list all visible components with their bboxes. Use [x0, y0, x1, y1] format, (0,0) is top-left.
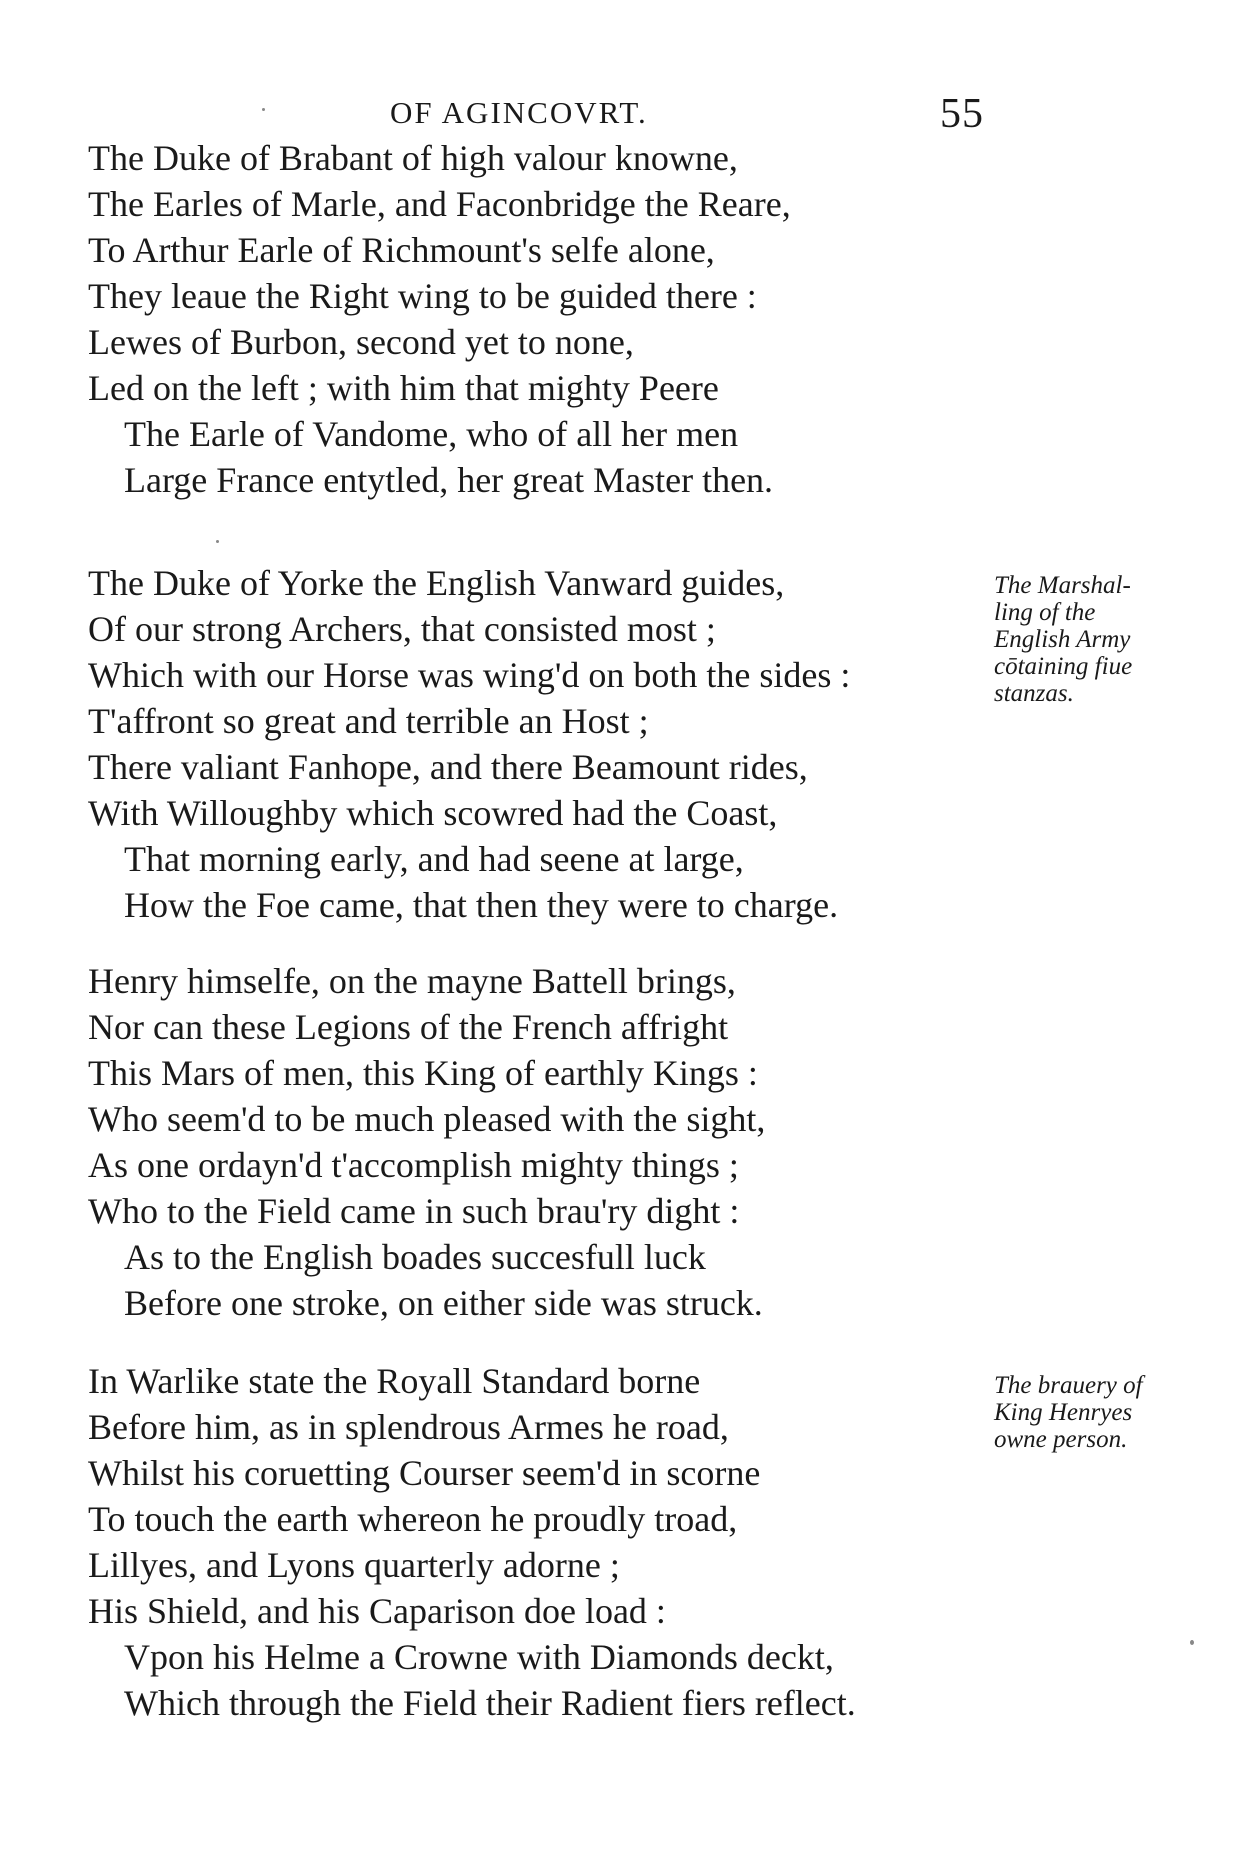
- verse-line-couplet: Which through the Field their Radient fiers reflect.: [124, 1683, 856, 1723]
- verse-line-couplet: As to the English boades succesfull luck: [124, 1237, 706, 1277]
- stanza-1: [88, 135, 988, 503]
- verse-line-couplet: The Earle of Vandome, who of all her men: [124, 414, 739, 454]
- verse-line: Who to the Field came in such brau'ry dight :: [88, 1191, 740, 1231]
- stanza-2: [88, 560, 988, 928]
- verse-line-couplet: That morning early, and had seene at large,: [124, 839, 744, 879]
- margin-note-line: King Henryes: [994, 1399, 1133, 1426]
- verse-line: As one ordayn'd t'accomplish mighty things ;: [88, 1145, 739, 1185]
- verse-line: To Arthur Earle of Richmount's selfe alone,: [88, 230, 715, 270]
- margin-note-line: stanzas.: [994, 680, 1074, 707]
- paper-speck: [262, 108, 265, 111]
- stanza-3: [88, 958, 988, 1326]
- verse-line: Whilst his coruetting Courser seem'd in scorne: [88, 1453, 761, 1493]
- stanza-4: [88, 1358, 988, 1726]
- verse-line: With Willoughby which scowred had the Coast,: [88, 793, 778, 833]
- verse-line: His Shield, and his Caparison doe load :: [88, 1591, 666, 1631]
- verse-line: The Earles of Marle, and Faconbridge the Reare,: [88, 184, 791, 224]
- verse-line-couplet: How the Foe came, that then they were to charge.: [124, 885, 839, 925]
- margin-note-line: English Army: [994, 626, 1131, 653]
- verse-line-couplet: Before one stroke, on either side was struck.: [124, 1283, 763, 1323]
- verse-line: Nor can these Legions of the French affright: [88, 1007, 729, 1047]
- margin-note-marshalling: [994, 572, 1209, 707]
- margin-note-line: The brauery of: [994, 1372, 1143, 1399]
- running-title: OF AGINCOVRT.: [390, 95, 648, 130]
- verse-line: They leaue the Right wing to be guided there :: [88, 276, 757, 316]
- margin-note-line: ling of the: [994, 599, 1096, 626]
- verse-line: Lillyes, and Lyons quarterly adorne ;: [88, 1545, 620, 1585]
- verse-line-couplet: Large France entytled, her great Master then.: [124, 460, 774, 500]
- paper-speck: [216, 540, 219, 543]
- verse-line: Lewes of Burbon, second yet to none,: [88, 322, 634, 362]
- paper-speck: [1190, 1640, 1194, 1645]
- verse-line: Which with our Horse was wing'd on both the sides :: [88, 655, 851, 695]
- verse-line: To touch the earth whereon he proudly troad,: [88, 1499, 738, 1539]
- verse-line: There valiant Fanhope, and there Beamount rides,: [88, 747, 808, 787]
- verse-line: Led on the left ; with him that mighty Peere: [88, 368, 719, 408]
- verse-line: The Duke of Brabant of high valour knowne,: [88, 138, 738, 178]
- verse-line-couplet: Vpon his Helme a Crowne with Diamonds deckt,: [124, 1637, 834, 1677]
- verse-line: The Duke of Yorke the English Vanward guides,: [88, 563, 785, 603]
- verse-line: This Mars of men, this King of earthly Kings :: [88, 1053, 758, 1093]
- verse-line: Of our strong Archers, that consisted most ;: [88, 609, 716, 649]
- margin-note-line: cōtaining fiue: [994, 653, 1133, 680]
- margin-note-line: The Marshal-: [994, 572, 1131, 599]
- page-number: 55: [940, 91, 984, 137]
- verse-line: Before him, as in splendrous Armes he road,: [88, 1407, 729, 1447]
- verse-line: Henry himselfe, on the mayne Battell brings,: [88, 961, 736, 1001]
- margin-note-brauery: [994, 1372, 1209, 1453]
- verse-line: In Warlike state the Royall Standard borne: [88, 1361, 701, 1401]
- margin-note-line: owne person.: [994, 1426, 1128, 1453]
- verse-line: Who seem'd to be much pleased with the sight,: [88, 1099, 766, 1139]
- verse-line: T'affront so great and terrible an Host ;: [88, 701, 649, 741]
